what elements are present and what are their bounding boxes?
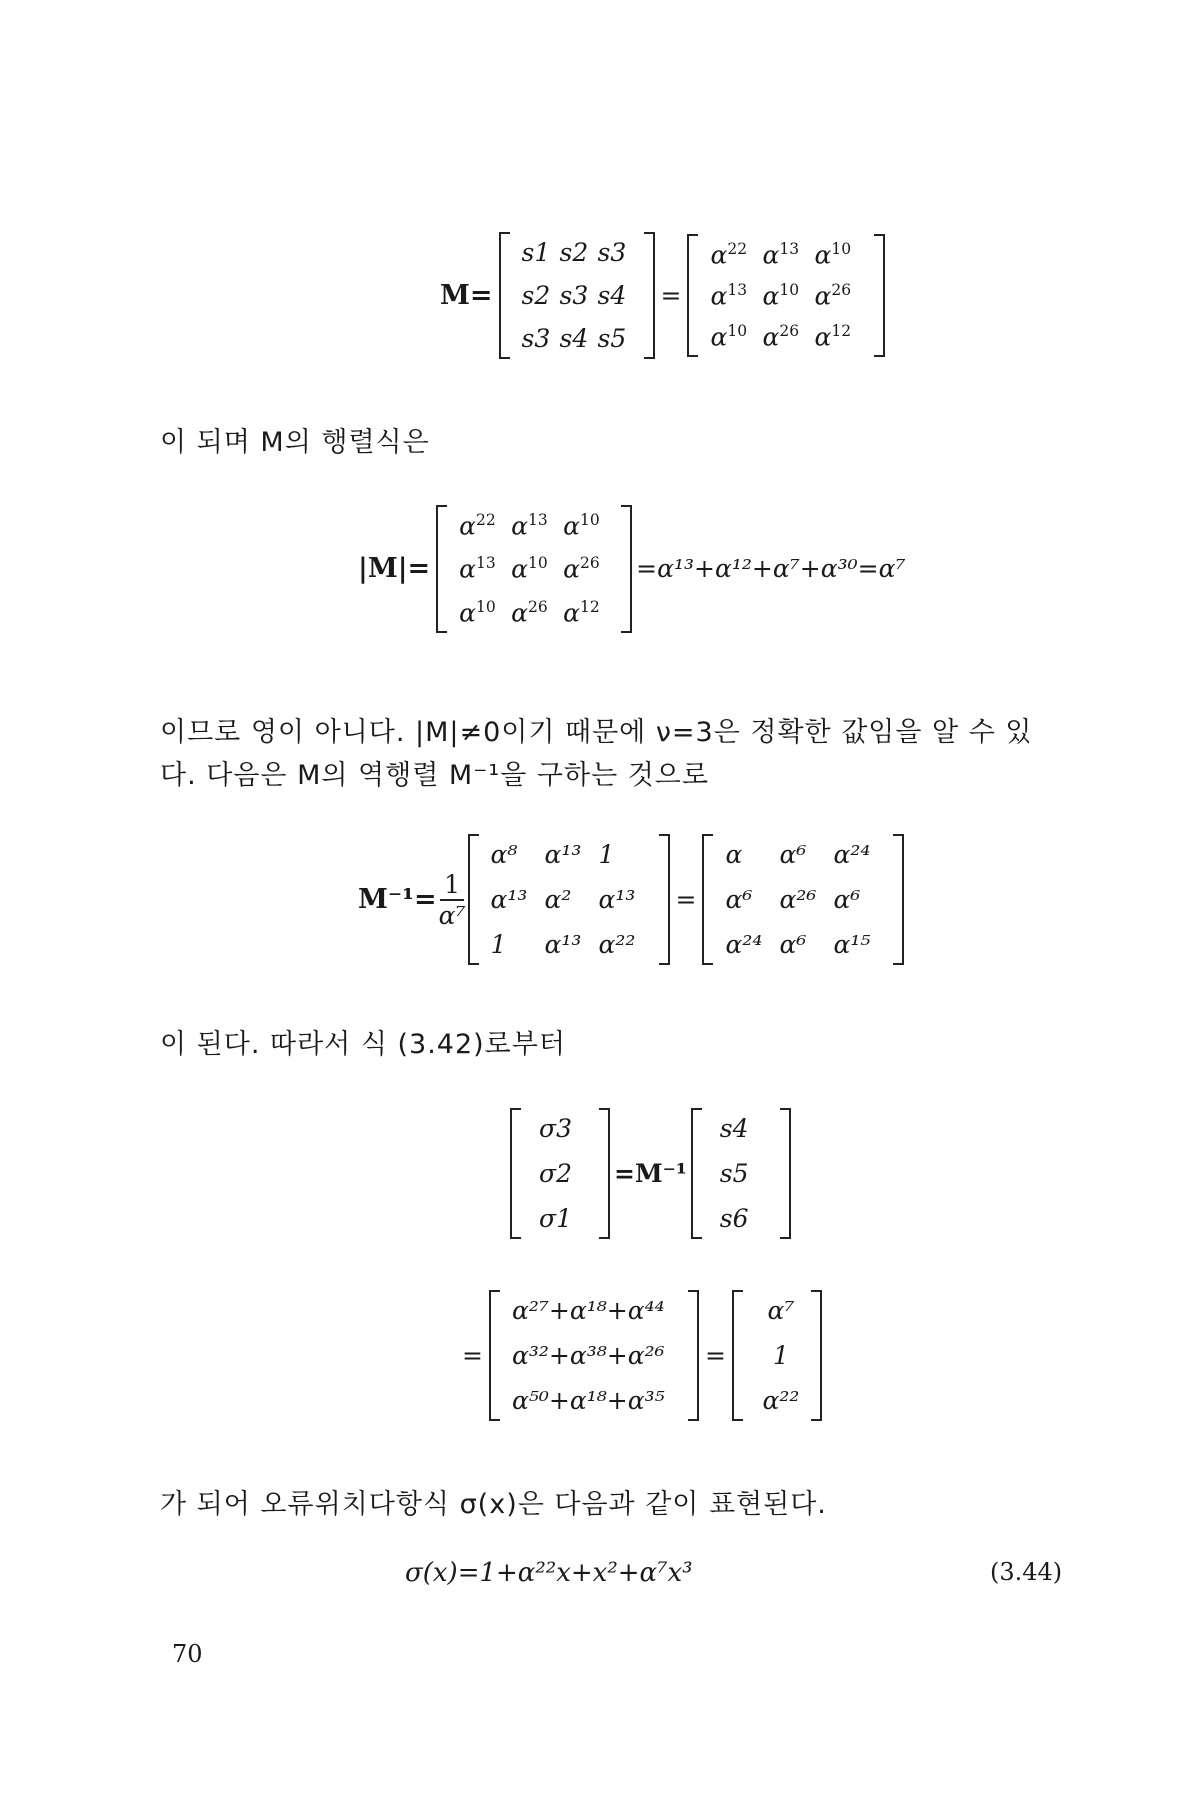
exponent: 13 <box>476 554 496 573</box>
matrix-cell: s1 <box>521 238 551 267</box>
equation-sigma-result <box>462 1290 822 1421</box>
vector-cell: α³²+α³⁸+α²⁶ <box>511 1341 665 1370</box>
vector-cell: s5 <box>719 1159 749 1188</box>
exponent: 10 <box>727 322 748 341</box>
vector-cell: α⁵⁰+α¹⁸+α³⁵ <box>511 1386 665 1415</box>
vector-cell: α²⁷+α¹⁸+α⁴⁴ <box>511 1296 665 1325</box>
exponent: 12 <box>831 322 852 341</box>
matrix-cell: α⁶ <box>779 840 807 869</box>
matrix-cell: s3 <box>521 324 551 353</box>
vector-cell: α²² <box>762 1386 800 1415</box>
matrix-cell: s4 <box>559 324 589 353</box>
vector-cell: α⁷ <box>767 1296 795 1325</box>
paragraph-error-locator: 가 되어 오류위치다항식 σ(x)은 다음과 같이 표현된다. <box>160 1489 827 1520</box>
vector-cell: s4 <box>719 1114 749 1143</box>
fraction-numerator: 1 <box>440 870 464 901</box>
equation-inverse <box>358 834 904 965</box>
eq1-equals: = <box>660 281 682 310</box>
exponent: 12 <box>580 597 600 616</box>
sigma-vector <box>510 1108 610 1239</box>
exponent: 26 <box>831 280 852 299</box>
alpha-matrix: $\alpha^{22}$ $\alpha^{13}$ $\alpha^{10}$ $\alpha^{13}$ $\alpha^{10}$ $\alpha^{26}$ $\alpha^{10}$ $\alpha^{26}$ $\alpha^{12}$ <box>687 234 885 358</box>
fraction <box>439 870 466 930</box>
exponent: 10 <box>580 511 600 529</box>
result-vector <box>732 1290 822 1421</box>
matrix-cell: s2 <box>521 281 551 310</box>
matrix-cell: α⁶ <box>779 930 807 959</box>
matrix-cell: s5 <box>597 324 627 353</box>
equation-m-definition <box>440 232 885 359</box>
eq5-equals: = <box>704 1341 726 1370</box>
exponent: 26 <box>528 597 548 616</box>
matrix-cell: s3 <box>597 238 627 267</box>
exponent: 13 <box>528 511 548 529</box>
vector-cell: σ3 <box>539 1114 572 1143</box>
matrix-cell: α¹³ <box>490 885 528 914</box>
vector-cell: s6 <box>719 1204 749 1233</box>
matrix-cell: α²⁴ <box>833 840 871 869</box>
exponent: 22 <box>727 239 748 258</box>
fraction-denominator: α⁷ <box>438 900 466 930</box>
eq4-middle: =M⁻¹ <box>614 1159 687 1188</box>
matrix-cell: s4 <box>597 281 627 310</box>
page-number: 70 <box>172 1640 203 1668</box>
eq5-lead: = <box>462 1341 483 1370</box>
matrix-cell: α² <box>544 885 572 914</box>
matrix-cell: α⁸ <box>490 840 518 869</box>
determinant-result: =α¹³+α¹²+α⁷+α³⁰=α⁷ <box>636 554 906 584</box>
determinant-matrix: $\alpha^{22}$ $\alpha^{13}$ $\alpha^{10}$ $\alpha^{13}$ $\alpha^{10}$ $\alpha^{26}$ $\alpha^{10}$ $\alpha^{26}$ $\alpha^{12}$ <box>436 505 632 633</box>
matrix-cell: α <box>725 840 743 869</box>
equation-number: (3.44) <box>990 1558 1063 1586</box>
matrix-cell: α¹⁵ <box>833 930 871 959</box>
equation-sigma-vector <box>510 1108 791 1239</box>
matrix-cell: 1 <box>598 840 615 869</box>
exponent: 13 <box>779 239 800 258</box>
matrix-cell: α¹³ <box>598 885 636 914</box>
matrix-cell: 1 <box>490 930 507 959</box>
matrix-cell: α²² <box>598 930 636 959</box>
exponent: 10 <box>831 239 852 258</box>
eq2-lhs: |M|= <box>358 553 431 585</box>
matrix-cell: s2 <box>559 238 589 267</box>
vector-cell: 1 <box>772 1341 789 1370</box>
matrix-cell: α⁶ <box>725 885 753 914</box>
matrix-cell: α²⁴ <box>725 930 763 959</box>
matrix-cell: α¹³ <box>544 930 582 959</box>
exponent: 13 <box>727 280 748 299</box>
paragraph-line-1: 이므로 영이 아니다. |M|≠0이기 때문에 ν=3은 정확한 값임을 알 수 있 <box>160 717 1033 748</box>
equation-determinant <box>358 505 905 633</box>
matrix-cell: α⁶ <box>833 885 861 914</box>
adjugate-matrix <box>468 834 670 965</box>
vector-cell: σ2 <box>539 1159 572 1188</box>
eq3-lhs: M⁻¹= <box>358 884 437 915</box>
vector-cell: σ1 <box>539 1204 572 1233</box>
syndrome-vector <box>691 1108 791 1239</box>
exponent: 26 <box>779 322 800 341</box>
exponent: 10 <box>476 597 496 616</box>
eq1-lhs: M= <box>440 280 493 311</box>
sum-vector <box>489 1290 699 1421</box>
paragraph-therefore: 이 된다. 따라서 식 (3.42)로부터 <box>160 1029 566 1060</box>
equation-error-locator-polynomial: σ(x)=1+α²²x+x²+α⁷x³ <box>405 1558 693 1588</box>
syndrome-matrix <box>499 232 655 359</box>
eq3-equals: = <box>675 885 697 914</box>
exponent: 10 <box>528 554 548 573</box>
exponent: 26 <box>580 554 600 573</box>
exponent: 22 <box>476 511 496 529</box>
inverse-matrix <box>702 834 904 965</box>
matrix-cell: α²⁶ <box>779 885 817 914</box>
matrix-cell: s3 <box>559 281 589 310</box>
exponent: 10 <box>779 280 800 299</box>
matrix-cell: α¹³ <box>544 840 582 869</box>
paragraph-determinant-intro: 이 되며 M의 행렬식은 <box>160 427 430 458</box>
paragraph-line-2: 다. 다음은 M의 역행렬 M⁻¹을 구하는 것으로 <box>160 760 709 791</box>
